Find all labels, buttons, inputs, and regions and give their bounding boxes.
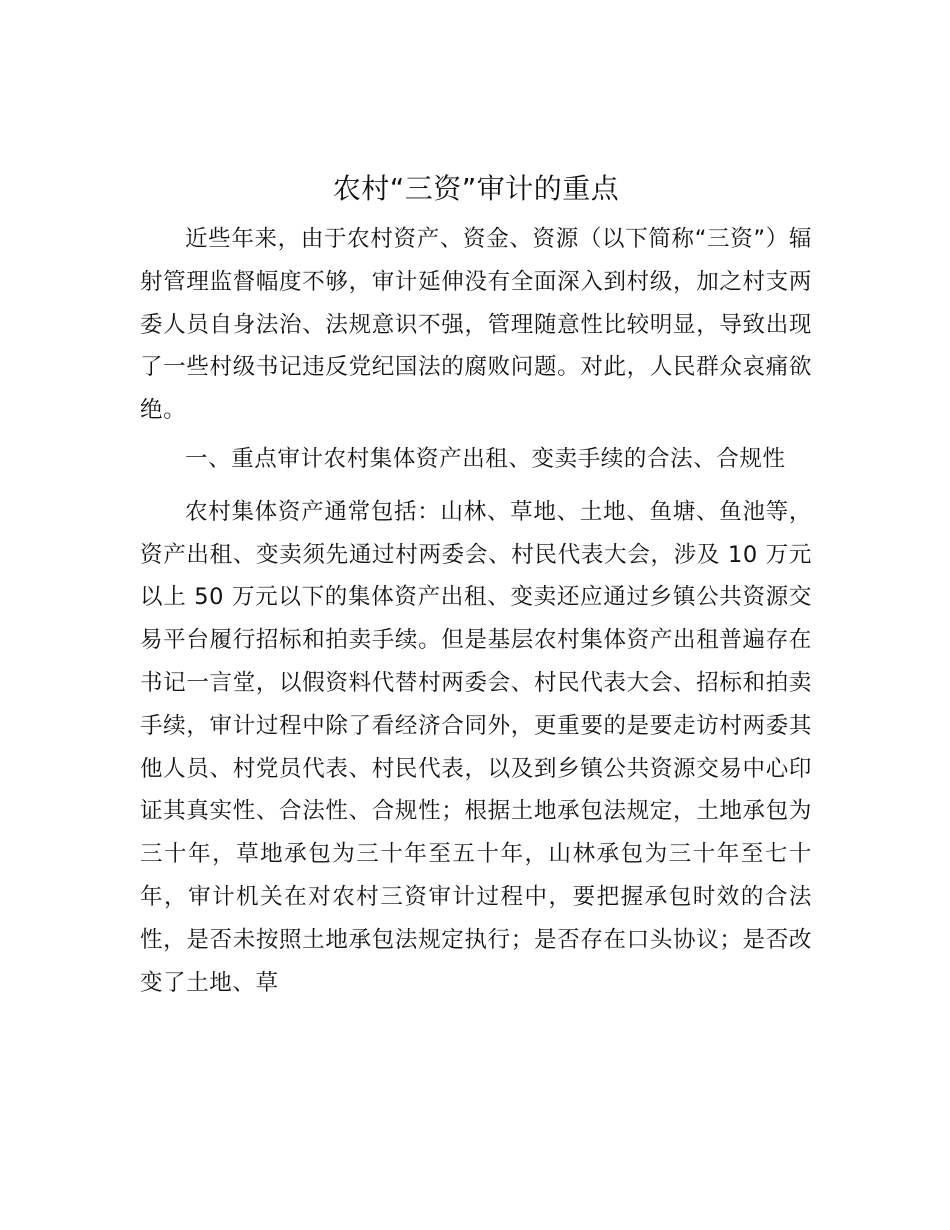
section-heading-1: 一、重点审计农村集体资产出租、变卖手续的合法、合规性	[185, 445, 786, 472]
intro-paragraph: 近些年来，由于农村资产、资金、资源（以下简称“三资”）辐射管理监督幅度不够，审计延伸没有全面深入到村级，加之村支两委人员自身法治、法规意识不强，管理随意性比较明显，导致出现了一些村级书记违反党纪国法的腐败问题。对此，人民群众哀痛欲绝。	[140, 226, 812, 424]
section-1-paragraph: 农村集体资产通常包括：山林、草地、土地、鱼塘、鱼池等，资产出租、变卖须先通过村两委会、村民代表大会，涉及 10 万元以上 50 万元以下的集体资产出租、变卖还应通过乡镇公共资源交易平台履行招标和拍卖手续。但是基层农村集体资产出租普遍存在书记一言堂，以假资料代替村两委会、村民代表大会、招标和拍卖手续，审计过程中除了看经济合同外，更重要的是要走访村两委其他人员、村党员代表、村民代表，以及到乡镇公共资源交易中心印证其真实性、合法性、合规性；根据土地承包法规定，土地承包为三十年，草地承包为三十年至五十年，山林承包为三十年至七十年，审计机关在对农村三资审计过程中，要把握承包时效的合法性，是否未按照土地承包法规定执行；是否存在口头协议；是否改变了土地、草	[140, 498, 812, 996]
document-title: 农村“三资”审计的重点	[332, 172, 620, 205]
document-page	[140, 164, 812, 1004]
